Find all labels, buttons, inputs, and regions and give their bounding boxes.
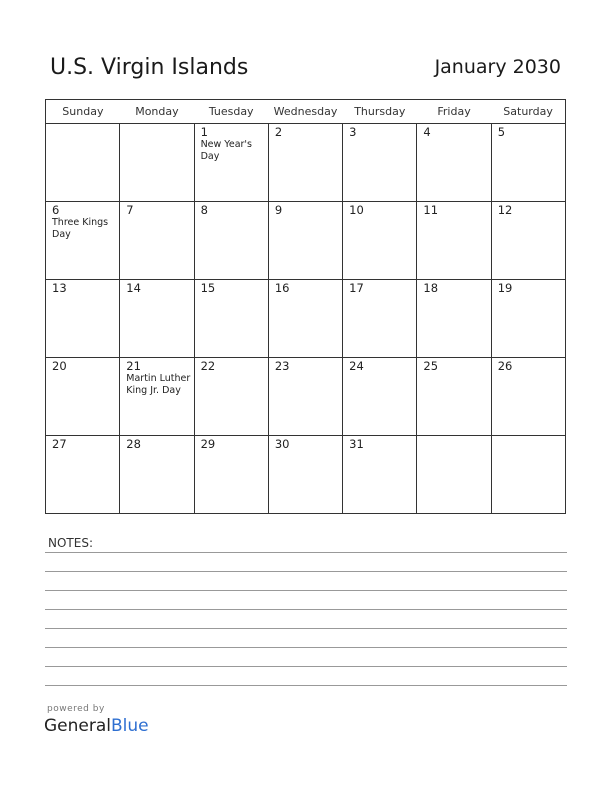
calendar-day-cell xyxy=(417,280,491,358)
calendar-day-cell xyxy=(491,202,565,280)
calendar-day-cell xyxy=(491,436,565,514)
day-number: 17 xyxy=(349,281,364,295)
calendar-day-cell xyxy=(120,436,194,514)
generalblue-logo[interactable] xyxy=(44,716,149,736)
day-number: 23 xyxy=(274,359,290,373)
day-number: 26 xyxy=(497,359,513,373)
calendar-day-cell xyxy=(343,436,417,514)
day-number xyxy=(492,436,565,437)
calendar-day-cell xyxy=(343,358,417,436)
calendar-day-cell xyxy=(343,202,417,280)
weekday-tuesday: Tuesday xyxy=(194,100,268,124)
day-number: 27 xyxy=(52,437,67,451)
calendar-day-cell xyxy=(120,280,194,358)
calendar-day-cell xyxy=(268,202,342,280)
day-number: 11 xyxy=(423,203,439,217)
calendar-day-cell xyxy=(417,202,491,280)
day-number: 29 xyxy=(200,437,216,451)
calendar-day-cell xyxy=(417,436,491,514)
brand-general: General xyxy=(44,716,111,736)
note-line xyxy=(45,590,567,591)
weekday-header-row xyxy=(46,100,566,124)
calendar-week-row xyxy=(46,280,566,358)
calendar-day-cell xyxy=(343,280,417,358)
calendar-day-cell xyxy=(46,280,120,358)
note-line xyxy=(45,685,567,686)
weekday-thursday: Thursday xyxy=(343,100,417,124)
calendar-day-cell xyxy=(268,280,342,358)
day-number: 31 xyxy=(349,437,364,451)
calendar-day-cell xyxy=(120,202,194,280)
day-number: 28 xyxy=(126,437,141,451)
weekday-saturday: Saturday xyxy=(491,100,565,124)
calendar-week-row xyxy=(46,358,566,436)
brand-blue: Blue xyxy=(111,716,149,736)
note-line xyxy=(45,666,567,667)
calendar-day-cell xyxy=(46,124,120,202)
calendar-week-row xyxy=(46,202,566,280)
calendar-day-cell xyxy=(268,358,342,436)
calendar-day-cell xyxy=(194,280,268,358)
day-number: 15 xyxy=(200,281,216,295)
calendar-day-cell xyxy=(491,358,565,436)
notes-label: NOTES: xyxy=(48,536,93,550)
note-line xyxy=(45,552,567,553)
day-number: 19 xyxy=(497,281,513,295)
day-number: 2 xyxy=(274,125,283,139)
calendar-country-title: U.S. Virgin Islands xyxy=(50,55,249,80)
calendar-day-cell xyxy=(194,124,268,202)
holiday-label: Martin Luther King Jr. Day xyxy=(126,373,191,396)
calendar-month-title: January 2030 xyxy=(434,56,561,78)
day-number: 13 xyxy=(52,281,67,295)
calendar-day-cell xyxy=(46,358,120,436)
holiday-label: Three Kings Day xyxy=(52,217,109,240)
day-number: 4 xyxy=(423,125,431,139)
calendar-day-cell xyxy=(194,436,268,514)
calendar-day-cell xyxy=(417,124,491,202)
calendar-day-cell xyxy=(120,358,194,436)
day-number: 14 xyxy=(126,281,141,295)
calendar-grid xyxy=(45,99,566,514)
day-number: 21 xyxy=(126,359,141,373)
powered-by-text: powered by xyxy=(47,704,105,714)
calendar-day-cell xyxy=(491,124,565,202)
calendar-day-cell xyxy=(120,124,194,202)
day-number: 6 xyxy=(52,203,60,217)
day-number: 16 xyxy=(274,281,290,295)
weekday-monday: Monday xyxy=(120,100,194,124)
day-number: 12 xyxy=(497,203,513,217)
calendar-day-cell xyxy=(194,358,268,436)
note-line xyxy=(45,628,567,629)
calendar-day-cell xyxy=(46,202,120,280)
day-number: 25 xyxy=(423,359,439,373)
calendar-week-row xyxy=(46,124,566,202)
weekday-friday: Friday xyxy=(417,100,491,124)
calendar-day-cell xyxy=(268,436,342,514)
day-number xyxy=(417,436,490,437)
calendar-day-cell xyxy=(46,436,120,514)
day-number: 8 xyxy=(200,203,208,217)
note-line xyxy=(45,571,567,572)
calendar-day-cell xyxy=(268,124,342,202)
day-number: 9 xyxy=(274,203,283,217)
weekday-wednesday: Wednesday xyxy=(268,100,342,124)
day-number xyxy=(46,124,119,125)
weekday-sunday: Sunday xyxy=(46,100,120,124)
day-number: 24 xyxy=(349,359,364,373)
note-line xyxy=(45,609,567,610)
day-number xyxy=(120,124,193,125)
calendar-week-row xyxy=(46,436,566,514)
note-line xyxy=(45,647,567,648)
calendar-day-cell xyxy=(194,202,268,280)
day-number: 3 xyxy=(349,125,357,139)
day-number: 18 xyxy=(423,281,439,295)
day-number: 20 xyxy=(52,359,67,373)
holiday-label: New Year's Day xyxy=(200,139,252,162)
calendar-day-cell xyxy=(343,124,417,202)
day-number: 7 xyxy=(126,203,134,217)
day-number: 10 xyxy=(349,203,364,217)
calendar-day-cell xyxy=(491,280,565,358)
day-number: 22 xyxy=(200,359,216,373)
day-number: 5 xyxy=(497,125,506,139)
calendar-day-cell xyxy=(417,358,491,436)
day-number: 1 xyxy=(200,125,208,139)
day-number: 30 xyxy=(274,437,290,451)
